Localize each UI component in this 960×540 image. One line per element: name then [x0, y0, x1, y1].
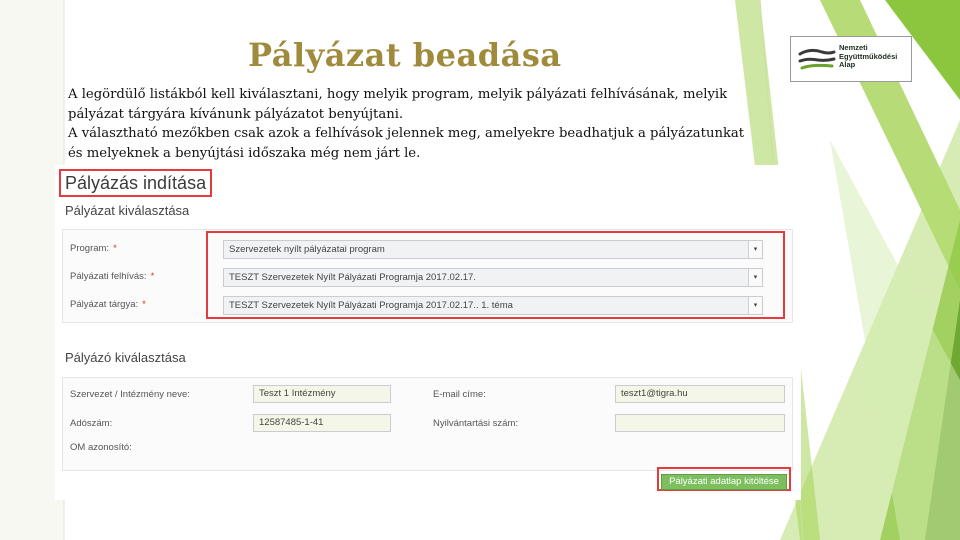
registration-number-field[interactable]: [615, 414, 785, 432]
required-marker: *: [150, 271, 155, 282]
intro-text: [68, 85, 768, 163]
email-label: E-mail címe:: [433, 389, 486, 400]
intro-line: pályázat tárgyára kívánunk pályázatot benyújtani.: [68, 106, 404, 122]
application-form-screenshot: [55, 165, 801, 500]
nea-logo: [790, 36, 912, 82]
required-marker: *: [142, 299, 146, 310]
intro-line: A legördülő listákból kell kiválasztani, hogy melyik program, melyik pályázati felhívásának, melyik: [68, 87, 728, 102]
highlight-dropdowns-box: [206, 231, 785, 319]
call-select[interactable]: TESZT Szervezetek Nyílt Pályázati Programja 2017.02.17. ▾: [223, 268, 763, 287]
program-label: Program: *: [70, 243, 117, 254]
form-title: Pályázás indítása: [59, 169, 212, 197]
subject-label: Pályázat tárgya: *: [70, 299, 146, 310]
required-marker: *: [113, 243, 117, 254]
intro-line: és melyeknek a benyújtási időszaka még nem járt le.: [68, 145, 421, 161]
highlight-submit-box: [657, 467, 791, 491]
logo-line: Nemzeti: [839, 43, 868, 52]
logo-line: Együttműködési: [839, 51, 898, 61]
applicant-panel: [62, 377, 793, 471]
org-name-field[interactable]: Teszt 1 Intézmény: [253, 385, 391, 403]
logo-text: [839, 44, 897, 70]
logo-line: Alap: [839, 60, 856, 70]
intro-line: A választható mezőkben csak azok a felhívások jelennek meg, amelyekre beadhatjuk a pályázatunkat: [68, 126, 745, 141]
tax-number-field[interactable]: 12587485-1-41: [253, 414, 391, 432]
tax-number-label: Adószám:: [70, 418, 113, 429]
section-title-applicant: Pályázó kiválasztása: [65, 350, 186, 365]
org-name-label: Szervezet / Intézmény neve:: [70, 389, 190, 400]
slide-title: Pályázat beadása: [248, 36, 562, 74]
chevron-down-icon[interactable]: ▾: [748, 241, 762, 258]
subject-select[interactable]: TESZT Szervezetek Nyílt Pályázati Programja 2017.02.17.. 1. téma ▾: [223, 296, 763, 315]
call-label: Pályázati felhívás: *: [70, 271, 155, 282]
chevron-down-icon[interactable]: ▾: [748, 269, 762, 286]
chevron-down-icon[interactable]: ▾: [748, 297, 762, 314]
email-field[interactable]: teszt1@tigra.hu: [615, 385, 785, 403]
om-id-label: OM azonosító:: [70, 442, 132, 453]
section-title-call-selection: Pályázat kiválasztása: [65, 203, 190, 218]
fill-application-form-button[interactable]: Pályázati adatlap kitöltése: [661, 474, 787, 490]
registration-number-label: Nyilvántartási szám:: [433, 418, 518, 429]
program-select[interactable]: Szervezetek nyílt pályázatai program ▾: [223, 240, 763, 259]
logo-mark-icon: [798, 45, 836, 73]
